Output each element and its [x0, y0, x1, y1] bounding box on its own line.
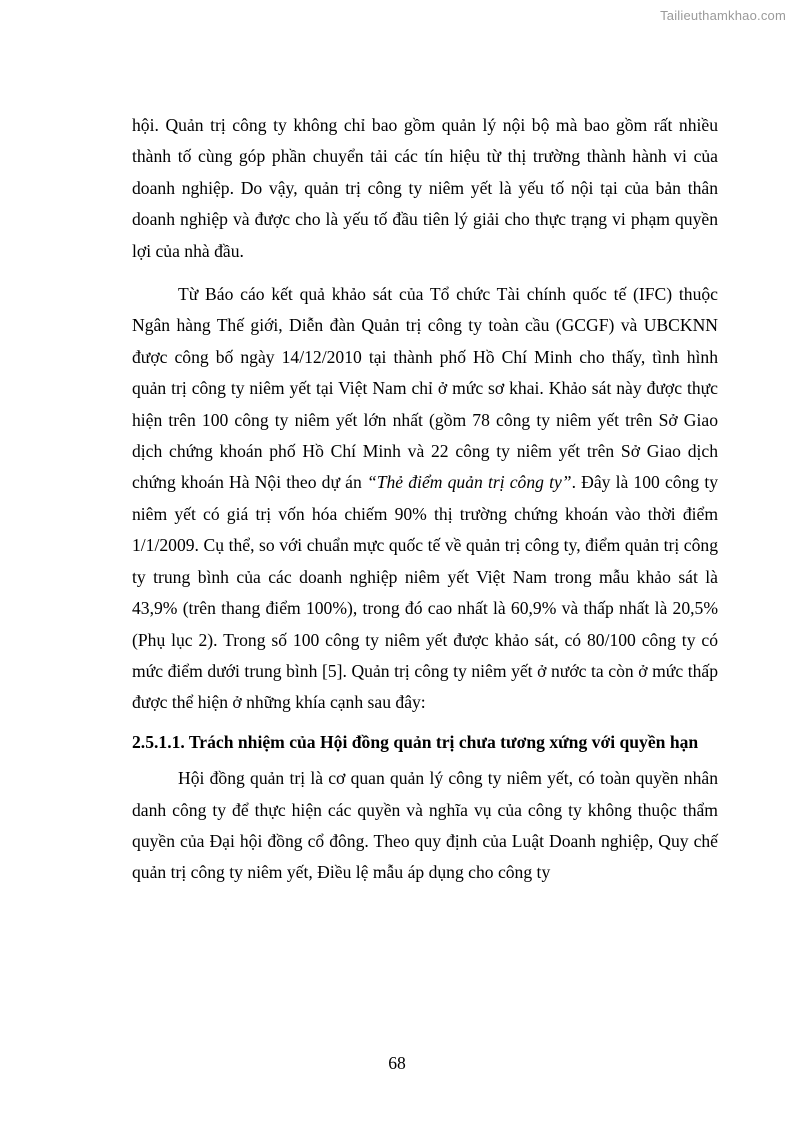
section-heading: 2.5.1.1. Trách nhiệm của Hội đồng quản trị chưa tương xứng với quyền hạn: [132, 731, 699, 752]
document-body: [132, 110, 718, 889]
paragraph-1: hội. Quản trị công ty không chỉ bao gồm quản lý nội bộ mà bao gồm rất nhiều thành tố cùng góp phần chuyển tải các tín hiệu từ thị trường thành hành vi của doanh nghiệp. Do vậy, quản trị công ty niêm yết là yếu tố nội tại của bản thân doanh nghiệp và được cho là yếu tố đầu tiên lý giải cho thực trạng vi phạm quyền lợi của nhà đầu.: [132, 115, 718, 261]
project-title-italic: “Thẻ điểm quản trị công ty”: [366, 472, 572, 493]
paragraph-3: Hội đồng quản trị là cơ quan quản lý công ty niêm yết, có toàn quyền nhân danh công ty để thực hiện các quyền và nghĩa vụ của công ty không thuộc thẩm quyền của Đại hội đồng cổ đông. Theo quy định của Luật Doanh nghiệp, Quy chế quản trị công ty niêm yết, Điều lệ mẫu áp dụng cho công ty: [132, 768, 718, 883]
paragraph-2: [132, 279, 718, 719]
paragraph-2-text-end: . Đây là 100 công ty niêm yết có giá trị vốn hóa chiếm 90% thị trường chứng khoán vào thời điểm 1/1/2009. Cụ thể, so với chuẩn mực quốc tế về quản trị công ty, điểm quản trị công ty trung bình của các doanh nghiệp niêm yết Việt Nam trong mẫu khảo sát là 43,9% (trên thang điểm 100%), trong đó cao nhất là 60,9% và thấp nhất là 20,5% (Phụ lục 2). Trong số 100 công ty niêm yết được khảo sát, có 80/100 công ty có mức điểm dưới trung bình [5]. Quản trị công ty niêm yết ở nước ta còn ở mức thấp được thể hiện ở những khía cạnh sau đây:: [132, 472, 719, 713]
watermark: Tailieuthamkhao.com: [660, 8, 786, 23]
paragraph-2-text-start: Từ Báo cáo kết quả khảo sát của Tổ chức Tài chính quốc tế (IFC) thuộc Ngân hàng Thế giới, Diễn đàn Quản trị công ty toàn cầu (GCGF) và UBCKNN được công bố ngày 14/12/2010 tại thành phố Hồ Chí Minh cho thấy, tình hình quản trị công ty niêm yết tại Việt Nam chỉ ở mức sơ khai. Khảo sát này được thực hiện trên 100 công ty niêm yết lớn nhất (gồm 78 công ty niêm yết trên Sở Giao dịch chứng khoán phố Hồ Chí Minh và 22 công ty niêm yết trên Sở Giao dịch chứng khoán Hà Nội theo dự án: [132, 284, 718, 493]
page-number: 68: [388, 1053, 406, 1073]
